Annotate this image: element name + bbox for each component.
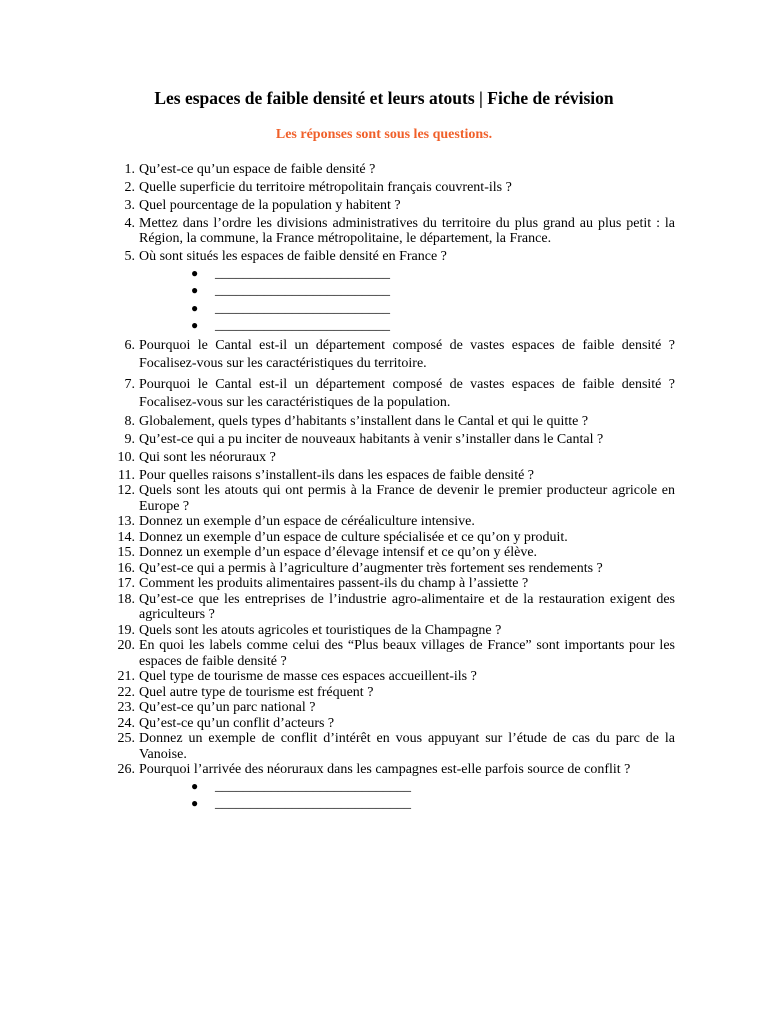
question-text: Où sont situés les espaces de faible densité en France ?: [139, 249, 447, 265]
question-number: 1.: [124, 162, 135, 177]
question-number: 25.: [117, 731, 135, 747]
question-text: Qui sont les néoruraux ?: [139, 449, 276, 465]
question-number: 16.: [117, 560, 135, 576]
question-text: Quels sont les atouts agricoles et touristiques de la Champagne ?: [139, 622, 502, 638]
question-text: Qu’est-ce qu’un conflit d’acteurs ?: [139, 715, 335, 731]
question-number: 18.: [117, 591, 135, 607]
question-text: Quels sont les atouts qui ont permis à la France de devenir le premier producteur agricole en Europe ?: [139, 483, 675, 514]
question-number: 12.: [117, 483, 135, 499]
blank-line: _________________________: [215, 318, 390, 334]
question-text: Comment les produits alimentaires passent-ils du champ à l’assiette ?: [139, 576, 529, 592]
question-text: Donnez un exemple de conflit d’intérêt en vous appuyant sur l’étude de cas du parc de la Vanoise.: [139, 731, 675, 762]
blank-line: _________________________: [215, 300, 390, 316]
question-item: [110, 576, 675, 592]
question-text: En quoi les labels comme celui des “Plus beaux villages de France” sont importants pour les espaces de faible densité ?: [139, 638, 675, 669]
answer-blanks: [139, 265, 675, 335]
question-item: [110, 468, 675, 484]
answer-blanks: [139, 778, 675, 813]
question-item: [110, 592, 675, 623]
answer-blank-line: [139, 778, 675, 796]
question-number: 9.: [124, 432, 135, 447]
question-text: Pourquoi l’arrivée des néoruraux dans les campagnes est-elle parfois source de conflit ?: [139, 762, 631, 778]
bullet-icon: ●: [191, 300, 199, 315]
question-number: 13.: [117, 514, 135, 530]
question-number: 21.: [117, 669, 135, 685]
question-text: Mettez dans l’ordre les divisions administratives du territoire du plus grand au plus petit : la Région, la commune, la France métropolitaine, le département, la France.: [139, 215, 675, 247]
question-text: Quel autre type de tourisme est fréquent ?: [139, 684, 374, 700]
answer-blank-line: [139, 317, 675, 335]
question-item: [110, 249, 675, 335]
question-number: 6.: [124, 338, 135, 354]
question-number: 24.: [117, 715, 135, 731]
question-item: [110, 623, 675, 639]
question-text: Qu’est-ce qui a permis à l’agriculture d’augmenter très fortement ses rendements ?: [139, 560, 603, 576]
blank-line: ____________________________: [215, 796, 411, 812]
question-item: [110, 376, 675, 412]
question-item: [110, 762, 675, 813]
question-text: Qu’est-ce qui a pu inciter de nouveaux habitants à venir s’installer dans le Cantal ?: [139, 432, 604, 447]
answer-blank-line: [139, 795, 675, 813]
question-number: 15.: [117, 545, 135, 561]
question-text: Quel type de tourisme de masse ces espaces accueillent-ils ?: [139, 669, 477, 685]
question-item: [110, 530, 675, 546]
question-number: 14.: [117, 529, 135, 545]
blank-line: _________________________: [215, 283, 390, 299]
question-text: Pourquoi le Cantal est-il un département composé de vastes espaces de faible densité ? Focalisez-vous sur les caractéristiques de la population.: [139, 376, 675, 410]
question-text: Quel pourcentage de la population y habitent ?: [139, 197, 401, 213]
question-item: [110, 638, 675, 669]
bullet-icon: ●: [191, 265, 199, 280]
question-number: 26.: [117, 762, 135, 778]
question-item: [110, 198, 675, 214]
answer-blank-line: [139, 265, 675, 283]
question-item: [110, 337, 675, 373]
blank-line: _________________________: [215, 265, 390, 281]
question-text: Quelle superficie du territoire métropolitain français couvrent-ils ?: [139, 179, 512, 195]
answer-blank-line: [139, 300, 675, 318]
answers-note: Les réponses sont sous les questions.: [275, 127, 493, 142]
question-number: 7.: [124, 376, 135, 392]
bullet-icon: ●: [191, 778, 199, 793]
bullet-icon: ●: [191, 318, 199, 333]
question-text: Qu’est-ce qu’un espace de faible densité ?: [139, 162, 376, 177]
question-item: [110, 685, 675, 701]
question-number: 22.: [117, 684, 135, 700]
answer-blank-line: [139, 282, 675, 300]
question-item: [110, 716, 675, 732]
question-item: [110, 545, 675, 561]
question-list: [110, 162, 675, 813]
document-title: Les espaces de faible densité et leurs atouts | Fiche de révision: [154, 88, 614, 108]
bullet-icon: ●: [191, 796, 199, 811]
question-number: 17.: [117, 576, 135, 592]
question-text: Pourquoi le Cantal est-il un département composé de vastes espaces de faible densité ? Focalisez-vous sur les caractéristiques du territoire.: [139, 338, 675, 372]
question-number: 19.: [117, 622, 135, 638]
question-item: [110, 180, 675, 196]
question-item: [110, 162, 675, 178]
question-item: [110, 216, 675, 247]
blank-line: ____________________________: [215, 778, 411, 794]
question-text: Donnez un exemple d’un espace de culture spécialisée et ce qu’on y produit.: [139, 529, 568, 545]
question-item: [110, 700, 675, 716]
question-item: [110, 483, 675, 514]
question-number: 4.: [124, 215, 135, 231]
question-number: 8.: [124, 414, 135, 430]
question-text: Donnez un exemple d’un espace de céréaliculture intensive.: [139, 514, 475, 530]
question-number: 3.: [124, 197, 135, 213]
question-item: [110, 561, 675, 577]
question-item: [110, 450, 675, 466]
question-item: [110, 669, 675, 685]
question-number: 2.: [124, 179, 135, 195]
question-text: Pour quelles raisons s’installent-ils dans les espaces de faible densité ?: [139, 467, 535, 483]
question-item: [110, 414, 675, 430]
question-item: [110, 432, 675, 448]
question-number: 20.: [117, 638, 135, 654]
question-number: 10.: [117, 449, 135, 465]
question-number: 23.: [117, 700, 135, 716]
question-number: 5.: [124, 249, 135, 265]
question-item: [110, 731, 675, 762]
question-number: 11.: [118, 467, 135, 483]
question-item: [110, 514, 675, 530]
bullet-icon: ●: [191, 283, 199, 298]
question-text: Qu’est-ce qu’un parc national ?: [139, 700, 316, 716]
question-text: Globalement, quels types d’habitants s’installent dans le Cantal et qui le quitte ?: [139, 414, 589, 430]
question-text: Qu’est-ce que les entreprises de l’industrie agro-alimentaire et de la restauration exigent des agriculteurs ?: [139, 591, 675, 623]
question-text: Donnez un exemple d’un espace d’élevage intensif et ce qu’on y élève.: [139, 545, 538, 561]
